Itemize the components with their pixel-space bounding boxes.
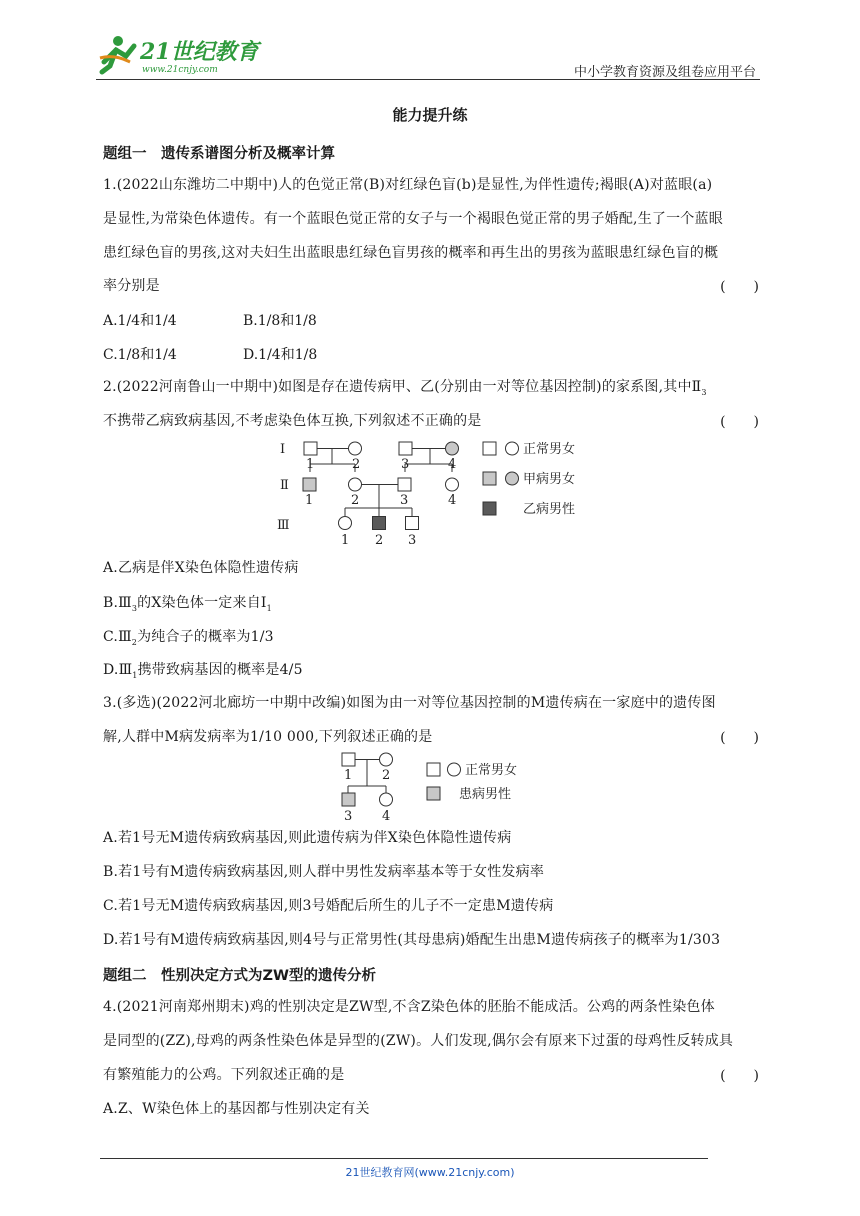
group-title-2: 题组二 性别决定方式为ZW型的遗传分析 [103, 968, 377, 984]
q3-option-a: A.若1号无M遗传病致病基因,则此遗传病为伴X染色体隐性遗传病 [103, 830, 512, 846]
q1-line: 1.(2022山东潍坊二中期中)人的色觉正常(B)对红绿色盲(b)是显性,为伴性遗传;褐眼(A)对蓝眼(a) [103, 177, 713, 193]
q2-line: 不携带乙病致病基因,不考虑染色体互换,下列叙述不正确的是 [103, 413, 482, 429]
answer-paren: ( ) [720, 414, 759, 430]
legend-label: 正常男女 [465, 763, 518, 778]
pedigree-male-II3 [398, 478, 411, 491]
q1-line: 患红绿色盲的男孩,这对夫妇生出蓝眼患红绿色盲男孩的概率和再生出的男孩为蓝眼患红绿色盲的概 [103, 245, 719, 261]
pedigree-male-1 [342, 753, 355, 766]
individual-number: 1 [341, 533, 350, 548]
q1-option-a: A.1/4和1/4 [103, 313, 177, 329]
individual-number: 4 [448, 493, 457, 508]
header-divider [96, 79, 760, 80]
q3-option-b: B.若1号有M遗传病致病基因,则人群中男性发病率基本等于女性发病率 [103, 864, 545, 880]
individual-number: 1 [344, 768, 353, 783]
pedigree-affected-male-3 [342, 793, 355, 806]
generation-label: Ⅰ [280, 442, 286, 457]
legend-affected-male [427, 787, 440, 800]
generation-label: Ⅱ [280, 478, 289, 493]
pedigree-female-2 [380, 753, 393, 766]
pedigree-chart-q2 [270, 436, 600, 551]
individual-number: 2 [375, 533, 384, 548]
pedigree-male-I3 [399, 442, 412, 455]
pedigree-affected-male-II1 [303, 478, 316, 491]
q3-line: 3.(多选)(2022河北廊坊一中期中改编)如图为由一对等位基因控制的M遗传病在一家庭中的遗传图 [103, 695, 716, 711]
footer-link[interactable]: 21世纪教育网(www.21cnjy.com) [345, 1166, 515, 1179]
legend-normal-female [506, 442, 519, 455]
legend-label: 乙病男性 [523, 502, 576, 517]
logo-url: www.21cnjy.com [142, 65, 218, 75]
pedigree-female-III1 [339, 517, 352, 530]
individual-number: 3 [400, 493, 409, 508]
footer-divider [100, 1158, 708, 1159]
q1-line: 是显性,为常染色体遗传。有一个蓝眼色觉正常的女子与一个褐眼色觉正常的男子婚配,生了一个蓝眼 [103, 211, 723, 227]
legend-label: 正常男女 [523, 442, 576, 457]
logo-text: 21世纪教育 [140, 39, 259, 65]
generation-label: Ⅲ [277, 518, 290, 533]
q4-line: 是同型的(ZZ),母鸡的两条性染色体是异型的(ZW)。人们发现,偶尔会有原来下过蛋的母鸡性反转成具 [103, 1033, 734, 1049]
q1-line: 率分别是 [103, 278, 160, 294]
answer-paren: ( ) [720, 730, 759, 746]
q3-option-d: D.若1号有M遗传病致病基因,则4号与正常男性(其母患病)婚配生出患M遗传病孩子的概率为1/303 [103, 932, 721, 948]
legend-jia-female [506, 472, 519, 485]
q2-option-d: $D.Ⅲ_1$携带致病基因的概率是4/5 [103, 662, 303, 680]
q4-line: 有繁殖能力的公鸡。下列叙述正确的是 [103, 1067, 345, 1083]
individual-number: 4 [382, 809, 391, 824]
q1-option-d: D.1/4和1/8 [243, 347, 318, 363]
q2-option-a: A.乙病是伴X染色体隐性遗传病 [103, 560, 299, 576]
individual-number: 2 [352, 457, 361, 472]
pedigree-male-III3 [406, 517, 419, 530]
q1-option-b: B.1/8和1/8 [243, 313, 317, 329]
individual-number: 3 [344, 809, 353, 824]
q3-line: 解,人群中M病发病率为1/10 000,下列叙述正确的是 [103, 729, 433, 745]
pedigree-affected-male-III2 [373, 517, 386, 530]
legend-label: 患病男性 [459, 787, 512, 802]
legend-yi-male [483, 502, 496, 515]
answer-paren: ( ) [720, 279, 759, 295]
pedigree-female-II4 [446, 478, 459, 491]
legend-normal-male [483, 442, 496, 455]
pedigree-female-I2 [349, 442, 362, 455]
pedigree-male-I1 [304, 442, 317, 455]
runner-logo-icon [96, 32, 266, 78]
individual-number: 2 [382, 768, 391, 783]
pedigree-female-4 [380, 793, 393, 806]
q1-option-c: C.1/8和1/4 [103, 347, 177, 363]
platform-name: 中小学教育资源及组卷应用平台 [573, 65, 756, 80]
legend-normal-male [427, 763, 440, 776]
q2-option-b: $B.Ⅲ_3$的X染色体一定来自$Ⅰ_1$ [103, 595, 272, 613]
q2-line: 2.(2022河南鲁山一中期中)如图是存在遗传病甲、乙(分别由一对等位基因控制)的家系图,其中$Ⅱ_3$ [103, 379, 707, 397]
legend-label: 甲病男女 [523, 472, 576, 487]
pedigree-female-II2 [349, 478, 362, 491]
q4-line: 4.(2021河南郑州期末)鸡的性别决定是ZW型,不含Z染色体的胚胎不能成活。公鸡的两条性染色体 [103, 999, 715, 1015]
q4-option-a: A.Z、W染色体上的基因都与性别决定有关 [103, 1101, 370, 1117]
individual-number: 4 [448, 457, 457, 472]
legend-jia-male [483, 472, 496, 485]
individual-number: 2 [351, 493, 360, 508]
individual-number: 3 [401, 457, 410, 472]
group-title-1: 题组一 遗传系谱图分析及概率计算 [103, 146, 335, 162]
q2-option-c: $C.Ⅲ_2$为纯合子的概率为1/3 [103, 629, 274, 647]
individual-number: 1 [305, 493, 314, 508]
pedigree-affected-female-I4 [446, 442, 459, 455]
legend-normal-female [448, 763, 461, 776]
section-title: 能力提升练 [392, 106, 468, 124]
answer-paren: ( ) [720, 1068, 759, 1084]
q3-option-c: C.若1号无M遗传病致病基因,则3号婚配后所生的儿子不一定患M遗传病 [103, 898, 554, 914]
pedigree-chart-q3 [335, 750, 535, 825]
site-logo[interactable] [96, 32, 266, 78]
individual-number: 3 [408, 533, 417, 548]
individual-number: 1 [306, 457, 315, 472]
